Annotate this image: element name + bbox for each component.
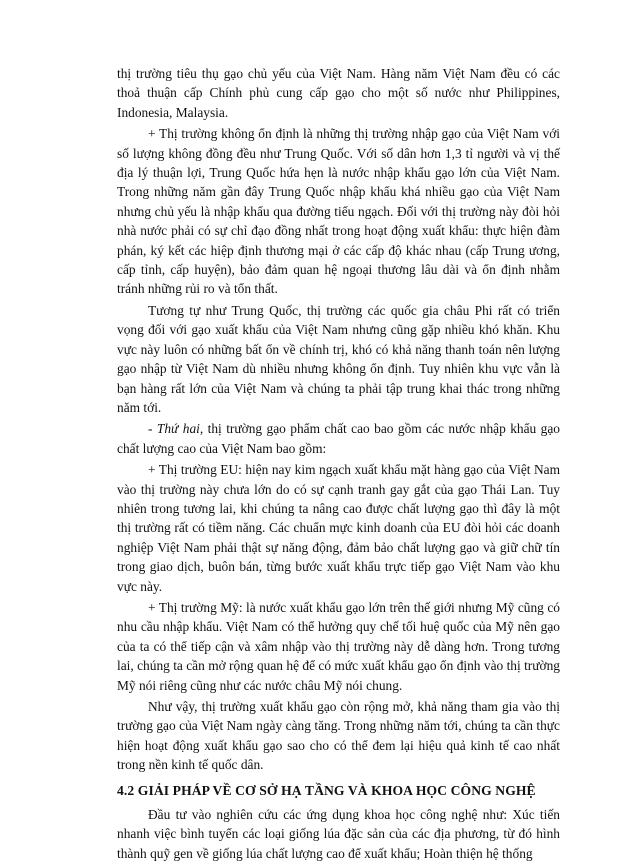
paragraph-eu-market: + Thị trường EU: hiện nay kim ngạch xuất khẩu mặt hàng gạo của Việt Nam vào thị trường này chưa lớn do có sự cạnh tranh gay gắt của gạo Thái Lan. Tuy nhiên trong tương lai, khi chúng ta nâng cao được chất lượng gạo thì đây là một thị trường rất có tiềm năng. Các chuẩn mực kinh doanh của EU đòi hỏi các doanh nghiệp Việt Nam phải thật sự năng động, đảm bảo chất lượng gạo và giữ chữ tín trong giao dịch, buôn bán, từng bước xuất khẩu trực tiếp gạo Việt Nam vào khu vực này. bbox=[117, 462, 560, 594]
paragraph-investment: Đầu tư vào nghiên cứu các ứng dụng khoa học công nghệ như: Xúc tiến nhanh việc bình tuyển các loại giống lúa đặc sản của các địa phương, từ đó hình thành quỹ gen về giống lúa chất lượng cao để xuất khẩu; Hoàn thiện hệ thống bbox=[117, 807, 560, 861]
paragraph-us-market: + Thị trường Mỹ: là nước xuất khẩu gạo lớn trên thế giới nhưng Mỹ cũng có nhu cầu nhập khẩu. Việt Nam có thể hưởng quy chế tối huệ quốc của Mỹ nên gạo của ta có thể tiếp cận và xâm nhập vào thị trường này dễ dàng hơn. Trong tương lai, chúng ta cần mở rộng quan hệ để có mức xuất khẩu gạo ổn định vào thị trường Mỹ nói riêng cũng như các nước châu Mỹ nói chung. bbox=[117, 599, 560, 693]
paragraph-unstable-market: + Thị trường không ổn định là những thị trường nhập gạo của Việt Nam với số lượng không đồng đều như Trung Quốc. Với số dân hơn 1,3 tỉ người và vị thế địa lý thuận lợi, Trung Quốc hứa hẹn là nước nhập khẩu gạo lớn của Việt Nam. Trong những năm gần đây Trung Quốc nhập khẩu khá nhiều gạo của Việt Nam nhưng chủ yếu là nhập khẩu qua đường tiểu ngạch. Đối với thị trường này đòi hỏi nhà nước phải có sự chỉ đạo đồng nhất trong hoạt động xuất khẩu: thực hiện đàm phán, ký kết các hiệp định thương mại ở các cấp độ khác nhau (cấp Trung ương, cấp tỉnh, cấp huyện), bảo đảm quan hệ ngoại thương lâu dài và ổn định nhằm tránh những rủi ro và tổn thất. bbox=[117, 126, 560, 297]
paragraph-second-high-quality bbox=[117, 419, 560, 458]
second-italic-label: Thứ hai, bbox=[156, 421, 204, 437]
second-prefix: - bbox=[148, 421, 157, 437]
paragraph-continuation: thị trường tiêu thụ gạo chủ yếu của Việt Nam. Hàng năm Việt Nam đều có các thoả thuận cấp Chính phủ cung cấp gạo cho một số nước như Philippines, Indonesia, Malaysia. bbox=[117, 66, 560, 120]
section-heading: 4.2 GIẢI PHÁP VỀ CƠ SỞ HẠ TẦNG VÀ KHOA HỌC CÔNG NGHỆ bbox=[117, 782, 536, 798]
paragraph-africa: Tương tự như Trung Quốc, thị trường các quốc gia châu Phi rất có triển vọng đối với gạo xuất khẩu của Việt Nam nhưng cũng gặp nhiều khó khăn. Khu vực này luôn có những bất ổn về chính trị, khó có khả năng thanh toán nên lượng gạo nhập từ Việt Nam dù nhiều nhưng không ổn định. Tuy nhiên khu vực vẫn là bạn hàng rất lớn của Việt Nam và chúng ta phải tập trung khai thác trong những năm tới. bbox=[117, 302, 560, 415]
paragraph-summary: Như vậy, thị trường xuất khẩu gạo còn rộng mở, khả năng tham gia vào thị trường gạo của Việt Nam ngày càng tăng. Trong những năm tới, chúng ta cần thực hiện hoạt động xuất khẩu gạo sao cho có thể đem lại hiệu quả kinh tế cao nhất trong nền kinh tế quốc dân. bbox=[117, 699, 560, 773]
document-page bbox=[117, 64, 560, 865]
second-text: thị trường gạo phẩm chất cao bao gồm các nước nhập khẩu gạo chất lượng cao của Việt Nam bao gồm: bbox=[117, 421, 560, 456]
